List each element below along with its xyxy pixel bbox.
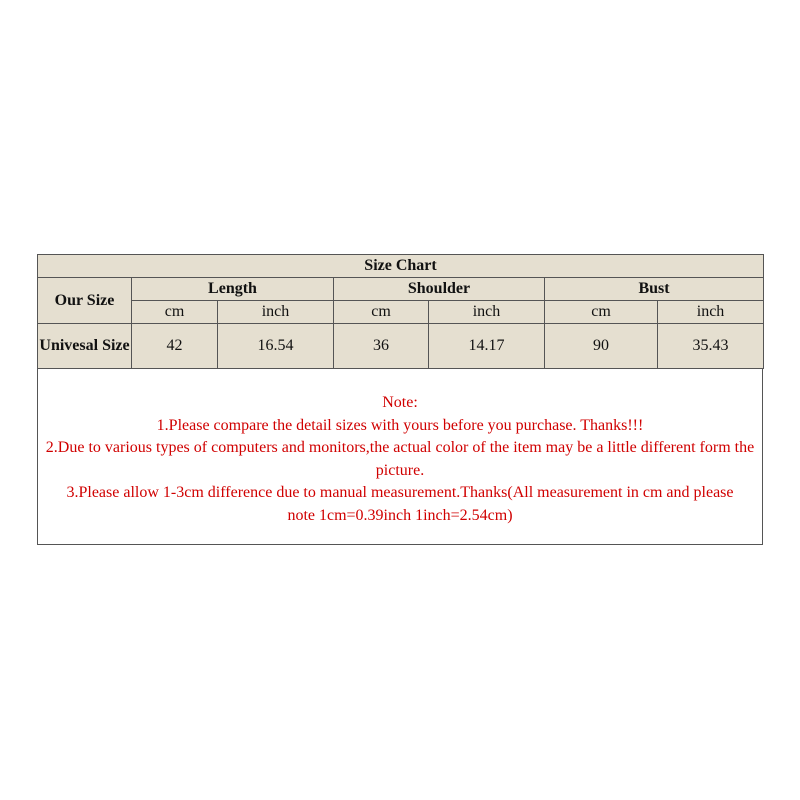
value-cell: 42	[132, 324, 218, 369]
length-header: Length	[132, 278, 334, 301]
value-cell: 16.54	[218, 324, 334, 369]
size-chart	[37, 254, 763, 545]
unit-cell: inch	[218, 301, 334, 324]
row-label: Univesal Size	[38, 324, 132, 369]
value-cell: 36	[334, 324, 429, 369]
unit-cell: inch	[658, 301, 764, 324]
value-cell: 35.43	[658, 324, 764, 369]
title-row	[38, 255, 764, 278]
table-row	[38, 324, 764, 369]
note-heading: Note:	[382, 394, 418, 411]
measure-header-row	[38, 278, 764, 301]
shoulder-header: Shoulder	[334, 278, 545, 301]
value-cell: 90	[545, 324, 658, 369]
unit-cell: cm	[132, 301, 218, 324]
unit-cell: inch	[429, 301, 545, 324]
note-box	[37, 369, 763, 545]
note-line-2: 2.Due to various types of computers and monitors,the actual color of the item may be a little different form the picture.	[45, 439, 755, 479]
note-line-3: 3.Please allow 1-3cm difference due to manual measurement.Thanks(All measurement in cm and please note 1cm=0.39inch 1inch=2.54cm)	[66, 484, 734, 524]
note-line-1: 1.Please compare the detail sizes with yours before you purchase. Thanks!!!	[156, 416, 644, 434]
unit-cell: cm	[334, 301, 429, 324]
size-table	[37, 254, 764, 369]
our-size-header: Our Size	[38, 278, 132, 324]
table-title: Size Chart	[38, 255, 764, 278]
bust-header: Bust	[545, 278, 764, 301]
unit-cell: cm	[545, 301, 658, 324]
value-cell: 14.17	[429, 324, 545, 369]
unit-row	[38, 301, 764, 324]
